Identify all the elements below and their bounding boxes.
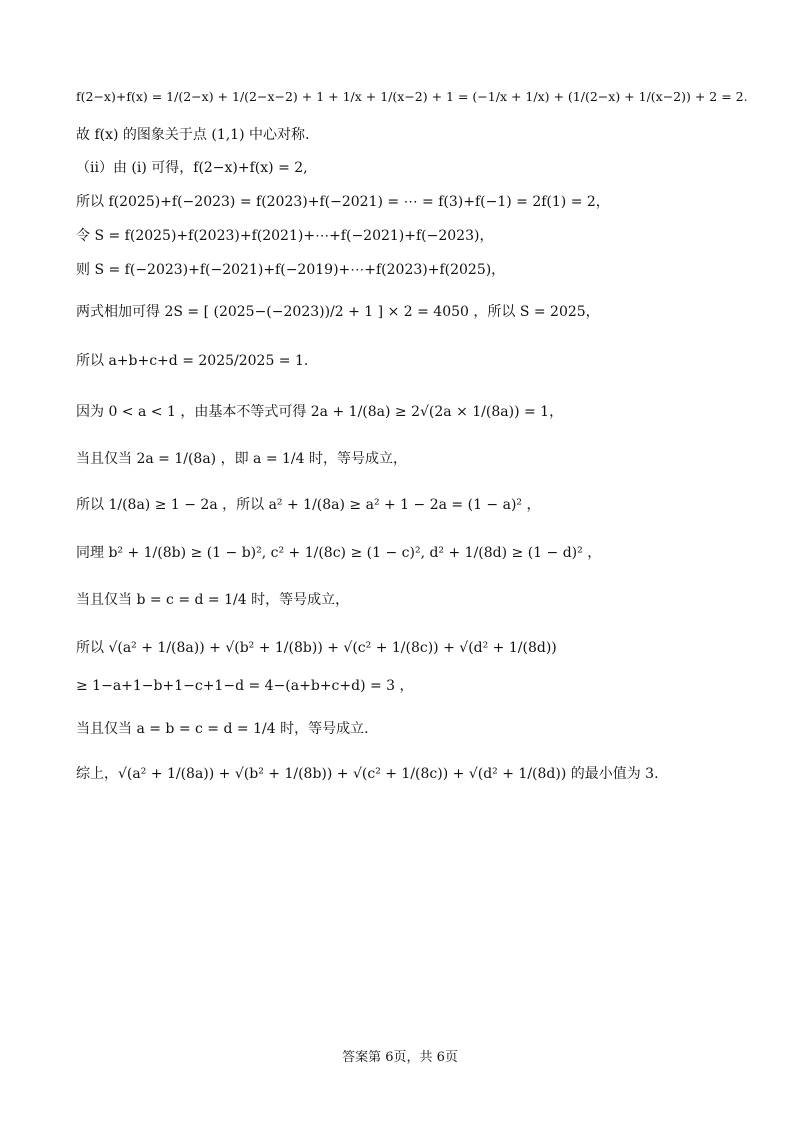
line-text: 因为 0 < a < 1 ，由基本不等式可得 2a + 1/(8a) ≥ 2√(2a × 1/(8a)) = 1，	[76, 404, 564, 420]
line-text: 所以 f(2025)+f(−2023) = f(2023)+f(−2021) = ⋯ = f(3)+f(−1) = 2f(1) = 2，	[76, 194, 610, 210]
text-line-13	[76, 591, 760, 609]
line-text: 同理 b² + 1/(8b) ≥ (1 − b)², c² + 1/(8c) ≥ (1 − c)², d² + 1/(8d) ≥ (1 − d)² ，	[76, 545, 602, 561]
text-line-1	[76, 88, 760, 106]
line-text: 则 S = f(−2023)+f(−2021)+f(−2019)+⋯+f(2023)+f(2025)，	[76, 262, 506, 278]
text-line-3	[76, 159, 760, 177]
line-text: 所以 1/(8a) ≥ 1 − 2a ，所以 a² + 1/(8a) ≥ a² + 1 − 2a = (1 − a)² ，	[76, 497, 541, 513]
text-line-17	[76, 765, 760, 783]
line-text: 当且仅当 a = b = c = d = 1/4 时，等号成立.	[76, 721, 369, 737]
text-line-2	[76, 126, 760, 144]
text-line-8	[76, 352, 760, 370]
text-line-12	[76, 544, 760, 562]
text-line-15	[76, 677, 760, 695]
line-text: 所以 a+b+c+d = 2025/2025 = 1.	[76, 353, 309, 369]
page-footer: 答案第 6页，共 6页	[342, 1050, 458, 1065]
line-text: 两式相加可得 2S = [ (2025−(−2023))/2 + 1 ] × 2 = 4050 ，所以 S = 2025，	[76, 304, 600, 320]
line-text: 当且仅当 b = c = d = 1/4 时，等号成立，	[76, 592, 350, 608]
text-line-10	[76, 450, 760, 468]
line-text: f(2−x)+f(x) = 1/(2−x) + 1/(2−x−2) + 1 + 1/x + 1/(x−2) + 1 = (−1/x + 1/x) + (1/(2−x) + 1/(x−2)) + 2 = 2.	[76, 89, 748, 104]
line-text: ≥ 1−a+1−b+1−c+1−d = 4−(a+b+c+d) = 3 ，	[76, 678, 414, 694]
text-line-4	[76, 193, 760, 211]
line-text: 当且仅当 2a = 1/(8a) ，即 a = 1/4 时，等号成立，	[76, 451, 407, 467]
text-line-16	[76, 720, 760, 738]
line-text: （ii）由 (i) 可得，f(2−x)+f(x) = 2,	[76, 160, 308, 176]
text-line-7	[76, 303, 760, 321]
text-line-9	[76, 403, 760, 421]
text-line-14	[76, 639, 760, 657]
line-text: 故 f(x) 的图象关于点 (1,1) 中心对称.	[76, 127, 310, 143]
line-text: 综上，√(a² + 1/(8a)) + √(b² + 1/(8b)) + √(c² + 1/(8c)) + √(d² + 1/(8d)) 的最小值为 3.	[76, 766, 659, 782]
text-line-6	[76, 261, 760, 279]
line-text: 令 S = f(2025)+f(2023)+f(2021)+⋯+f(−2021)+f(−2023)，	[76, 228, 494, 244]
text-line-11	[76, 496, 760, 514]
text-line-5	[76, 227, 760, 245]
line-text: 所以 √(a² + 1/(8a)) + √(b² + 1/(8b)) + √(c² + 1/(8c)) + √(d² + 1/(8d))	[76, 640, 557, 656]
